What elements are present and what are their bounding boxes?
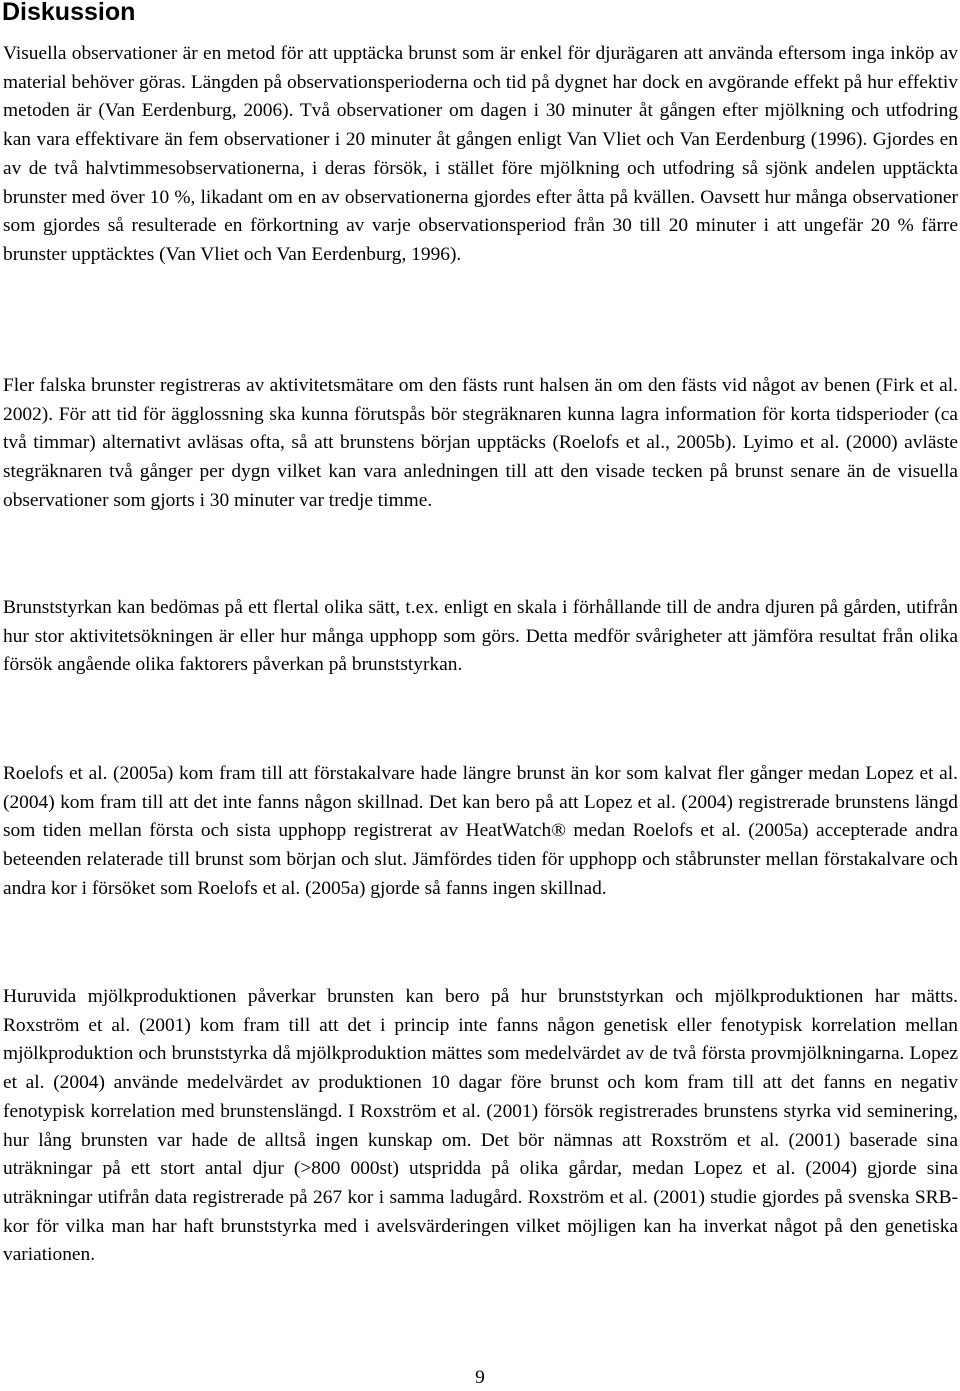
- page-number: 9: [475, 1367, 485, 1388]
- paragraph-activity-meters: Fler falska brunster registreras av aktivitetsmätare om den fästs runt halsen än om den fästs vid något av benen (Firk et al. 2002). För att tid för ägglossning ska kunna förutspås bör stegräknaren kunna lagra information för korta tidsperioder (ca två timmar) alternativt avläsas ofta, så att brunstens början upptäcks (Roelofs et al., 2005b). Lyimo et al. (2000) avläste stegräknaren två gånger per dygn vilket kan vara anledningen till att den visade tecken på brunst senare än de visuella observationer som gjorts i 30 minuter var tredje timme.: [3, 375, 958, 511]
- paragraph-visual-observations: Visuella observationer är en metod för att upptäcka brunst som är enkel för djurägaren att använda eftersom inga inköp av material behöver göras. Längden på observationsperioderna och tid på dygnet har dock en avgörande effekt på hur effektiv metoden är (Van Eerdenburg, 2006). Två observationer om dagen i 30 minuter åt gången efter mjölkning och utfodring kan vara effektivare än fem observationer i 20 minuter åt gången enligt Van Vliet och Van Eerdenburg (1996). Gjordes en av de två halvtimmesobservationerna, i deras försök, i stället före mjölkning och utfodring så sjönk andelen upptäckta brunster med över 10 %, likadant om en av observationerna gjordes efter åtta på kvällen. Oavsett hur många observationer som gjordes så resulterade en förkortning av varje observationsperiod från 30 till 20 minuter i att ungefär 20 % färre brunster upptäcktes (Van Vliet och Van Eerdenburg, 1996).: [3, 43, 958, 265]
- section-heading: Diskussion: [2, 0, 136, 26]
- paragraph-milk-production: Huruvida mjölkproduktionen påverkar brunsten kan bero på hur brunststyrkan och mjölkproduktionen har mätts. Roxström et al. (2001) kom fram till att det i princip inte fanns någon genetisk eller fenotypisk korrelation mellan mjölkproduktion och brunststyrka då mjölkproduktion mättes som medelvärdet av de två första provmjölkningarna. Lopez et al. (2004) använde medelvärdet av produktionen 10 dagar före brunst och kom fram till att det fanns en negativ fenotypisk korrelation med brunstenslängd. I Roxström et al. (2001) försök registrerades brunstens styrka vid seminering, hur lång brunsten var hade de alltså ingen kunskap om. Det bör nämnas att Roxström et al. (2001) baserade sina uträkningar på ett stort antal djur (>800 000st) utspridda på olika gårdar, medan Lopez et al. (2004) gjorde sina uträkningar utifrån data registrerade på 267 kor i samma ladugård. Roxström et al. (2001) studie gjordes på svenska SRB-kor för vilka man har haft brunststyrka med i avelsvärderingen vilket möjligen kan ha inverkat något på den genetiska variationen.: [3, 986, 958, 1266]
- paragraph-heat-intensity: Brunststyrkan kan bedömas på ett flertal olika sätt, t.ex. enligt en skala i förhållande till de andra djuren på gården, utifrån hur stor aktivitetsökningen är eller hur många upphopp som görs. Detta medför svårigheter att jämföra resultat från olika försök angående olika faktorers påverkan på brunststyrkan.: [3, 597, 958, 676]
- paragraph-first-calvers: Roelofs et al. (2005a) kom fram till att förstakalvare hade längre brunst än kor som kalvat fler gånger medan Lopez et al. (2004) kom fram till att det inte fanns någon skillnad. Det kan bero på att Lopez et al. (2004) registrerade brunstens längd som tiden mellan första och sista upphopp registrerat av HeatWatch® medan Roelofs et al. (2005a) accepterade andra beteenden relaterade till brunst som början och slut. Jämfördes tiden för upphopp och ståbrunster mellan förstakalvare och andra kor i försöket som Roelofs et al. (2005a) gjorde så fanns ingen skillnad.: [3, 763, 958, 899]
